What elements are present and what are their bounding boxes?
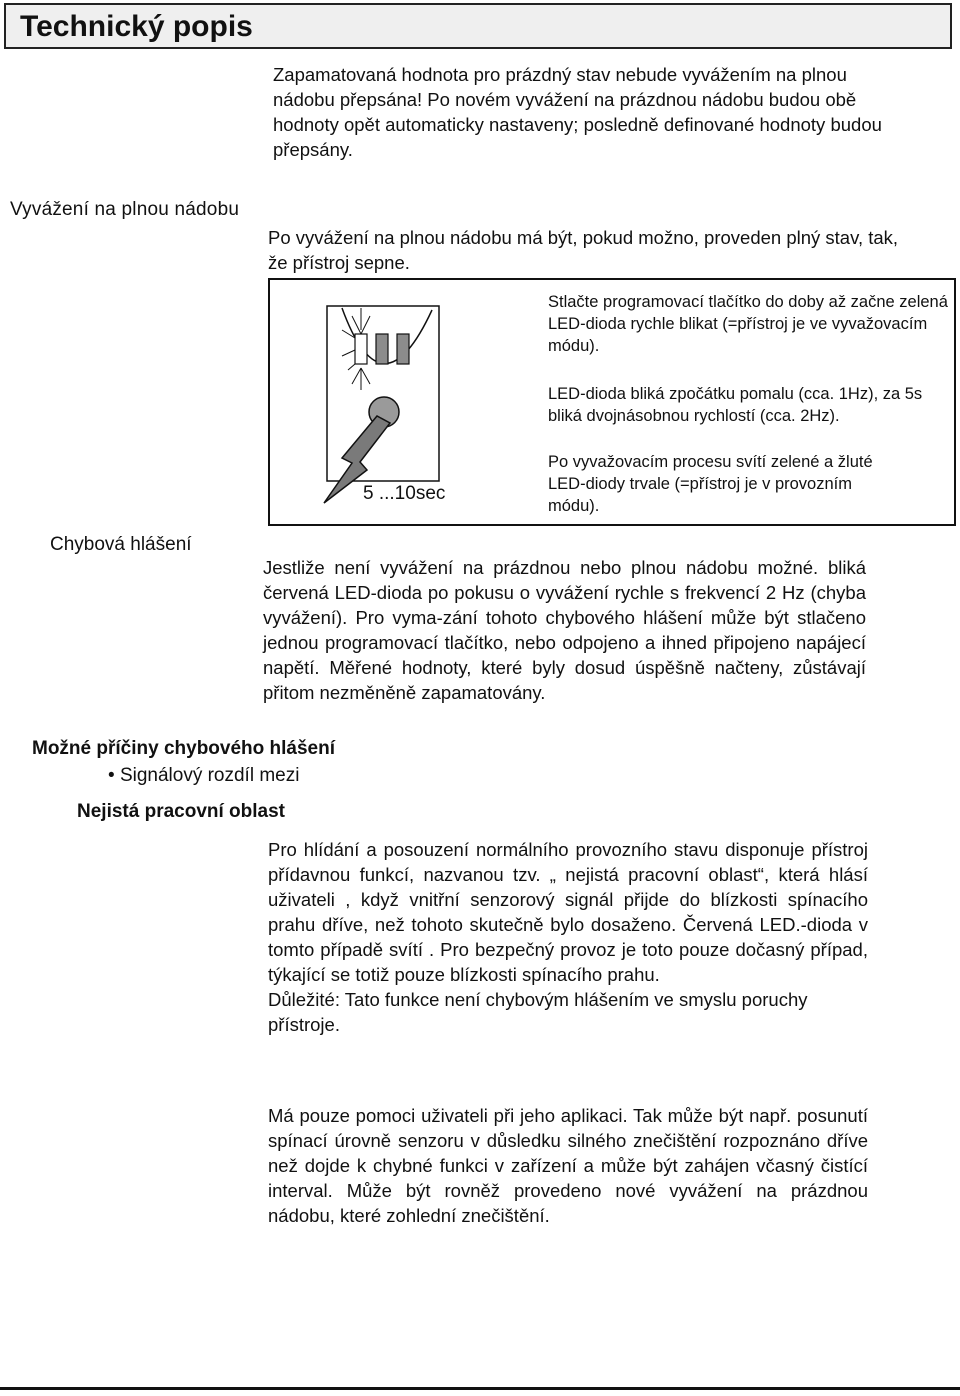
full-calibration-heading: Vyvážení na plnou nádobu	[10, 199, 240, 220]
uncertain-area-heading: Nejistá pracovní oblast	[77, 801, 286, 822]
uncertain-area-paragraph-2: Má pouze pomoci uživateli při jeho aplikaci. Tak může být např. posunutí spínací úrovně senzoru v důsledku silného znečištění rozpoznáno dříve než dojde k chybné funkci v zařízení a může být zahájen včasný čistící interval. Může být rovněž provedeno nové vyvážení na prázdnou nádobu, které zohlední znečištění.	[268, 1105, 868, 1226]
errors-paragraph: Jestliže není vyvážení na prázdnou nebo plnou nádobu možné. bliká červená LED-dioda po pokusu o vyvážení rychle s frekvencí 2 Hz (chyba vyvážení). Pro vyma-zání tohoto chybového hlášení může být stlačeno jednou programovací tlačítko, nebo odpojeno a ihned připojeno napájecí napětí. Měřené hodnoty, které byly dosud úspěšně načteny, zůstávají přitom nezměněně zapamatovány.	[263, 557, 866, 703]
device-illustration	[322, 298, 452, 508]
uncertain-area-paragraph: Pro hlídání a posouzení normálního provozního stavu disponuje přístroj přídavnou funkcí, nazvanou tzv. „ nejistá pracovní oblast“, která hlásí uživateli , když vnitřní senzorový signál přijde do blízkosti spínacího prahu dříve, než tohoto skutečně bylo dosaženo. Červená LED.-dioda v tomto případě svítí . Pro bezpečný provoz je toto pouze dočasný případ, týkající se totiž pouze blízkosti spínacího prahu.	[268, 839, 868, 985]
important-note: Důležité: Tato funkce není chybovým hlášením ve smyslu poruchy přístroje.	[268, 989, 808, 1035]
figure-note-result: Po vyvažovacím procesu svítí zelené a žluté LED-diody trvale (=přístroj je v provozním módu).	[548, 453, 873, 515]
figure-note-press: Stlačte programovací tlačítko do doby až začne zelená LED-dioda rychle blikat (=přístroj je ve vyvažovacím módu).	[548, 293, 948, 355]
causes-heading: Možné příčiny chybového hlášení	[32, 738, 336, 759]
causes-bullet-item	[108, 765, 299, 787]
red-led-icon	[397, 334, 409, 364]
calibration-figure	[268, 278, 956, 526]
green-led-icon	[355, 334, 367, 364]
yellow-led-icon	[376, 334, 388, 364]
press-duration-label: 5 ...10sec	[363, 483, 446, 504]
page-title: Technický popis	[20, 10, 253, 43]
figure-note-blink: LED-dioda bliká zpočátku pomalu (cca. 1Hz), za 5s bliká dvojnásobnou rychlostí (cca. 2Hz).	[548, 385, 923, 425]
uncertain-area-section	[268, 837, 868, 1037]
causes-bullet-text: Signálový rozdíl mezi	[119, 765, 300, 786]
header-box	[4, 3, 952, 49]
led-indicators	[355, 334, 409, 364]
footer-divider	[0, 1387, 960, 1390]
errors-heading: Chybová hlášení	[50, 534, 192, 555]
bullet-icon: •	[108, 765, 115, 786]
full-calibration-paragraph: Po vyvážení na plnou nádobu má být, pokud možno, proveden plný stav, tak, že přístroj sepne.	[268, 227, 899, 273]
intro-paragraph: Zapamatovaná hodnota pro prázdný stav nebude vyvážením na plnou nádobu přepsána! Po novém vyvážení na prázdnou nádobu budou obě hodnoty opět automaticky nastaveny; posledně definované hodnoty budou přepsány.	[273, 64, 882, 160]
